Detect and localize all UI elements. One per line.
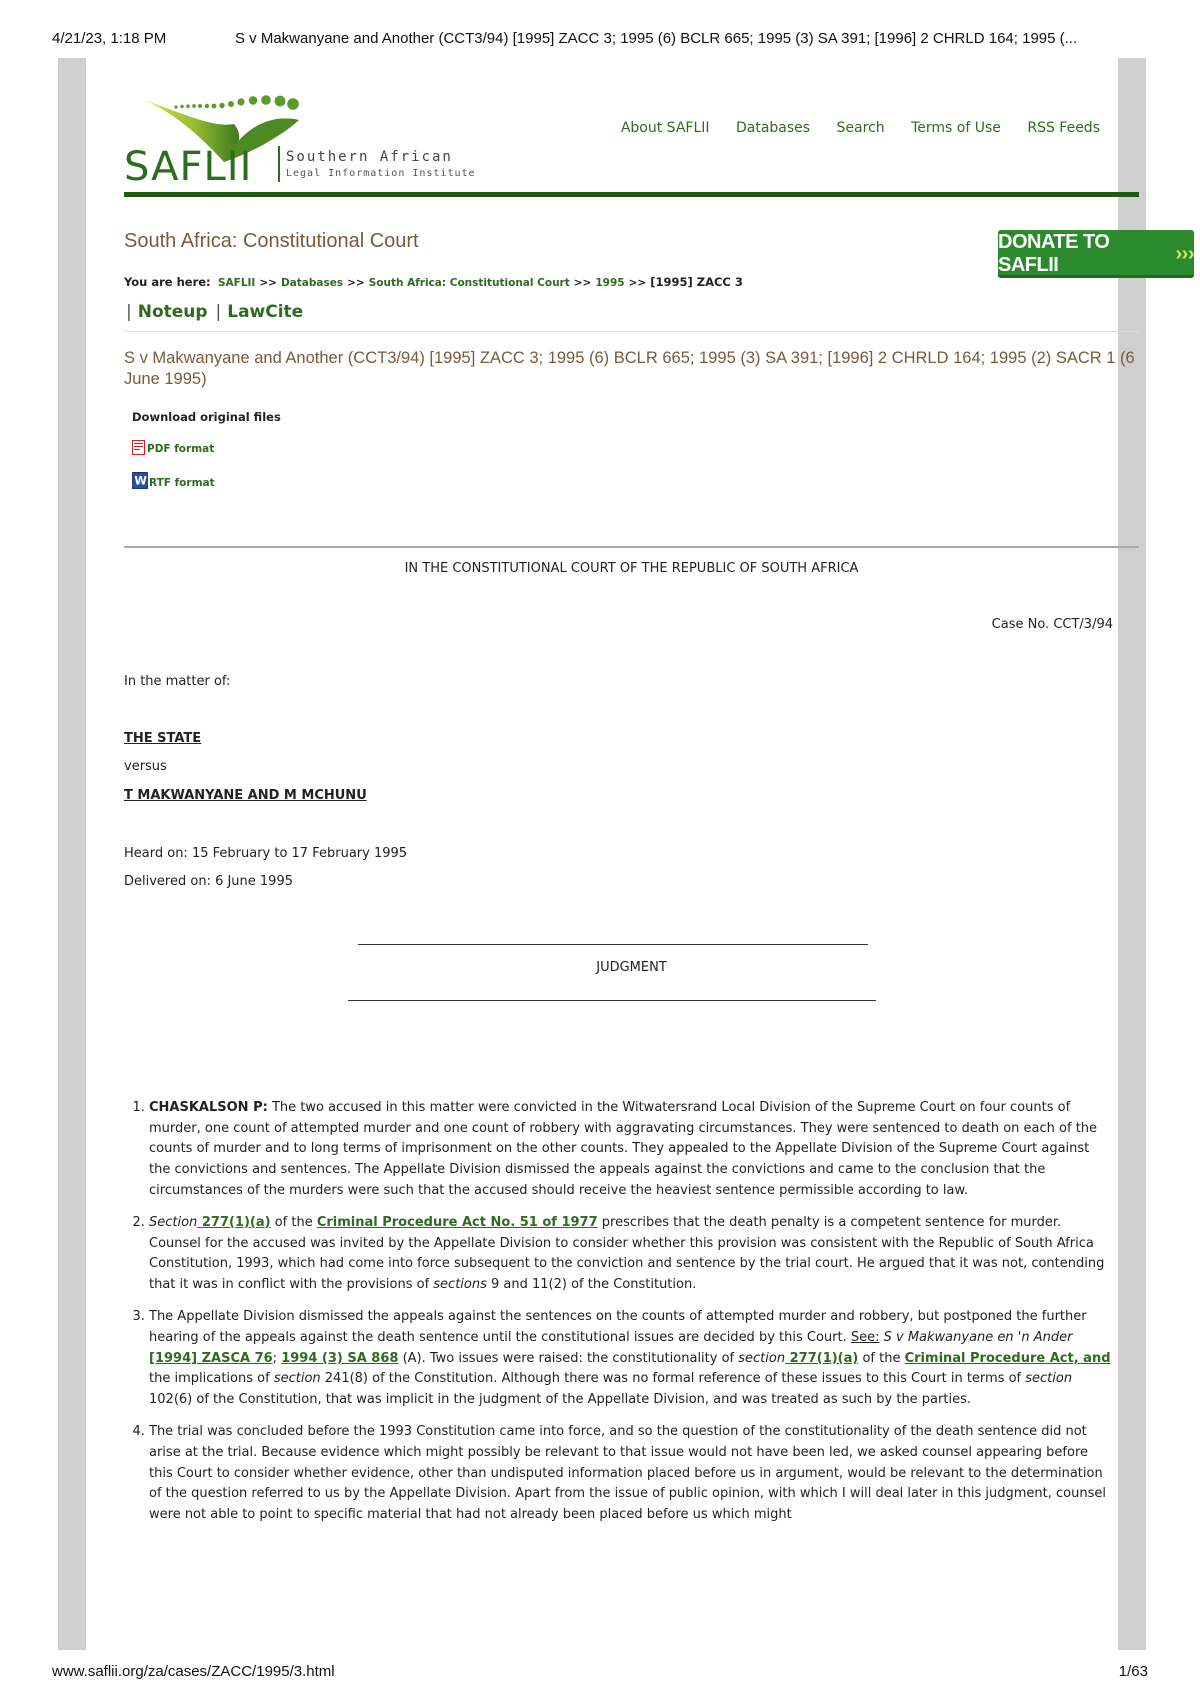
- downloads-section: [132, 410, 281, 489]
- paragraph-2: [149, 1213, 1114, 1296]
- text-run: ;: [272, 1350, 282, 1366]
- link-criminal-procedure-act[interactable]: Criminal Procedure Act, and: [904, 1350, 1111, 1366]
- print-title: S v Makwanyane and Another (CCT3/94) [1995] ZACC 3; 1995 (6) BCLR 665; 1995 (3) SA 391; [1996] 2 CHRLD 164; 1995 (...: [235, 30, 1078, 47]
- breadcrumb-saflii[interactable]: SAFLII: [217, 277, 256, 289]
- lawcite-link[interactable]: LawCite: [227, 302, 304, 322]
- link-zasca-76[interactable]: [1994] ZASCA 76: [149, 1350, 273, 1366]
- chevrons-right-icon: ›››: [1175, 242, 1194, 265]
- text-run: See:: [850, 1330, 880, 1346]
- rtf-link[interactable]: RTF format: [149, 477, 215, 489]
- donate-button[interactable]: [998, 230, 1194, 278]
- print-url: www.saflii.org/za/cases/ZACC/1995/3.html: [52, 1663, 335, 1680]
- text-run: of the: [270, 1215, 317, 1231]
- text-run: of the: [858, 1350, 905, 1366]
- breadcrumb-year[interactable]: 1995: [595, 277, 625, 289]
- breadcrumb-sep: >>: [259, 277, 277, 289]
- judgment-body: [124, 1098, 1114, 1537]
- word-file-icon: [132, 472, 148, 489]
- breadcrumb-court[interactable]: South Africa: Constitutional Court: [368, 277, 570, 289]
- speaker: CHASKALSON P:: [149, 1100, 268, 1115]
- content-divider: [124, 546, 1139, 548]
- svg-text:Legal Information Institute: Legal Information Institute: [286, 168, 476, 179]
- versus-label: versus: [124, 759, 167, 774]
- svg-text:Southern African: Southern African: [286, 149, 453, 165]
- text-run: S v Makwanyane en 'n Ander: [879, 1330, 1073, 1346]
- judgment-rule-top: [358, 944, 868, 945]
- paragraph-4: [149, 1422, 1114, 1526]
- text-run: sections: [433, 1277, 487, 1293]
- noteup-link[interactable]: Noteup: [137, 302, 208, 322]
- tools-separator: |: [126, 302, 132, 322]
- tools-separator: |: [215, 302, 222, 322]
- nav-about[interactable]: About SAFLII: [620, 120, 710, 136]
- svg-text:SAFLII: SAFLII: [124, 144, 253, 190]
- saflii-logo-icon: [124, 94, 484, 224]
- nav-rss[interactable]: RSS Feeds: [1027, 120, 1100, 136]
- breadcrumb: [124, 275, 743, 289]
- print-header: [52, 30, 1148, 52]
- section-title: South Africa: Constitutional Court: [124, 230, 419, 252]
- breadcrumb-sep: >>: [573, 277, 592, 289]
- link-section-277[interactable]: 277(1)(a): [785, 1350, 859, 1366]
- text-run: section: [273, 1371, 321, 1387]
- case-number: Case No. CCT/3/94: [991, 617, 1113, 632]
- svg-text:W: W: [134, 473, 147, 488]
- top-nav: [598, 120, 1118, 140]
- tools-divider: [124, 331, 1139, 332]
- link-criminal-procedure-act[interactable]: Criminal Procedure Act No. 51 of 1977: [316, 1215, 598, 1231]
- text-run: (A). Two issues were raised: the constitutionality of: [398, 1350, 739, 1366]
- pdf-file-icon: [132, 440, 146, 455]
- text-run: 9 and 11(2) of the Constitution.: [486, 1277, 697, 1293]
- text-run: Section: [149, 1215, 198, 1231]
- nav-terms[interactable]: Terms of Use: [911, 120, 1001, 136]
- donate-label: DONATE TO SAFLII: [998, 231, 1110, 276]
- paragraph-text: The trial was concluded before the 1993 Constitution came into force, and so the question of the constitutionality of the death sentence did not arise at the trial. Because evidence which might possibly be relevant to that issue would not have been led, we asked counsel appearing before this Court to consider whether evidence, other than undisputed information placed before us in argument, would be relevant to the determination of the question referred to us by the Appellate Division. Apart from the issue of public opinion, with which I will deal later in this judgment, counsel were not able to point to specific material that had not already been placed before us which might: [149, 1424, 1106, 1523]
- rtf-download[interactable]: [132, 472, 215, 489]
- text-run: prescribes that the death penalty is a competent sentence for murder. Counsel for the accused was invited by the Appellate Division to consider whether this provision was consistent with the Republic of South Africa Constitution, 1993, which had come into force subsequent to the conviction and sentence by the trial court. He argued that it was not, contending that it was in conflict with the provisions of: [149, 1215, 1105, 1293]
- court-heading: IN THE CONSTITUTIONAL COURT OF THE REPUBLIC OF SOUTH AFRICA: [404, 561, 859, 576]
- header-divider: [124, 192, 1139, 197]
- tools-bar: [124, 302, 303, 322]
- pdf-download[interactable]: [132, 440, 214, 455]
- text-run: the implications of: [149, 1371, 274, 1387]
- paragraph-3: [149, 1307, 1114, 1411]
- print-footer: [52, 1663, 1148, 1685]
- breadcrumb-databases[interactable]: Databases: [280, 277, 344, 289]
- link-1994-sa-868[interactable]: 1994 (3) SA 868: [281, 1350, 399, 1366]
- link-section-277[interactable]: 277(1)(a): [197, 1215, 271, 1231]
- text-run: section: [738, 1350, 786, 1366]
- nav-databases[interactable]: Databases: [735, 120, 811, 136]
- party-state: THE STATE: [124, 731, 202, 746]
- judgment-rule-bottom: [348, 1000, 876, 1001]
- text-run: 102(6) of the Constitution, that was implicit in the judgment of the Appellate Division, and was treated as such by the parties.: [149, 1392, 971, 1408]
- page-frame: [58, 58, 1194, 1650]
- paragraph-text: The two accused in this matter were convicted in the Witwatersrand Local Division of the Supreme Court on four counts of murder, one count of attempted murder and one count of robbery with aggravating circumstances. They were sentenced to death on each of the counts of murder and to long terms of imprisonment on the other counts. They appealed to the Appellate Division of the Supreme Court against the convictions and sentences. The Appellate Division dismissed the appeals against the convictions and came to the conclusion that the circumstances of the murders were such that the accused should receive the heaviest sentence permissible according to law.: [149, 1100, 1098, 1198]
- heard-on: Heard on: 15 February to 17 February 1995: [124, 846, 408, 861]
- judgment-heading: JUDGMENT: [596, 960, 667, 975]
- pdf-link[interactable]: PDF format: [147, 443, 215, 455]
- in-matter-label: In the matter of:: [124, 674, 231, 689]
- print-page-number: 1/63: [1118, 1663, 1148, 1680]
- breadcrumb-label: You are here:: [124, 275, 211, 289]
- breadcrumb-current: [1995] ZACC 3: [650, 275, 743, 289]
- paragraph-1: [149, 1098, 1114, 1202]
- text-run: 241(8) of the Constitution. Although there was no formal reference of these issues to this Court in terms of: [320, 1371, 1026, 1387]
- breadcrumb-sep: >>: [628, 277, 647, 289]
- saflii-logo[interactable]: [124, 94, 484, 224]
- delivered-on: Delivered on: 6 June 1995: [124, 874, 293, 889]
- text-run: section: [1025, 1371, 1073, 1387]
- page-content: [86, 58, 1194, 1650]
- party-accused: T MAKWANYANE AND M MCHUNU: [124, 788, 367, 803]
- print-datetime: 4/21/23, 1:18 PM: [52, 30, 167, 47]
- text-run: The Appellate Division dismissed the appeals against the sentences on the counts of attempted murder and robbery, but postponed the further hearing of the appeals against the death sentence until the constitutional issues are decided by this Court.: [149, 1309, 1087, 1346]
- case-title: S v Makwanyane and Another (CCT3/94) [1995] ZACC 3; 1995 (6) BCLR 665; 1995 (3) SA 391; [1996] 2 CHRLD 164; 1995 (2) SACR 1 (6 June 1995): [124, 349, 1135, 388]
- breadcrumb-sep: >>: [347, 277, 365, 289]
- nav-search[interactable]: Search: [836, 120, 885, 136]
- downloads-label: Download original files: [132, 410, 281, 424]
